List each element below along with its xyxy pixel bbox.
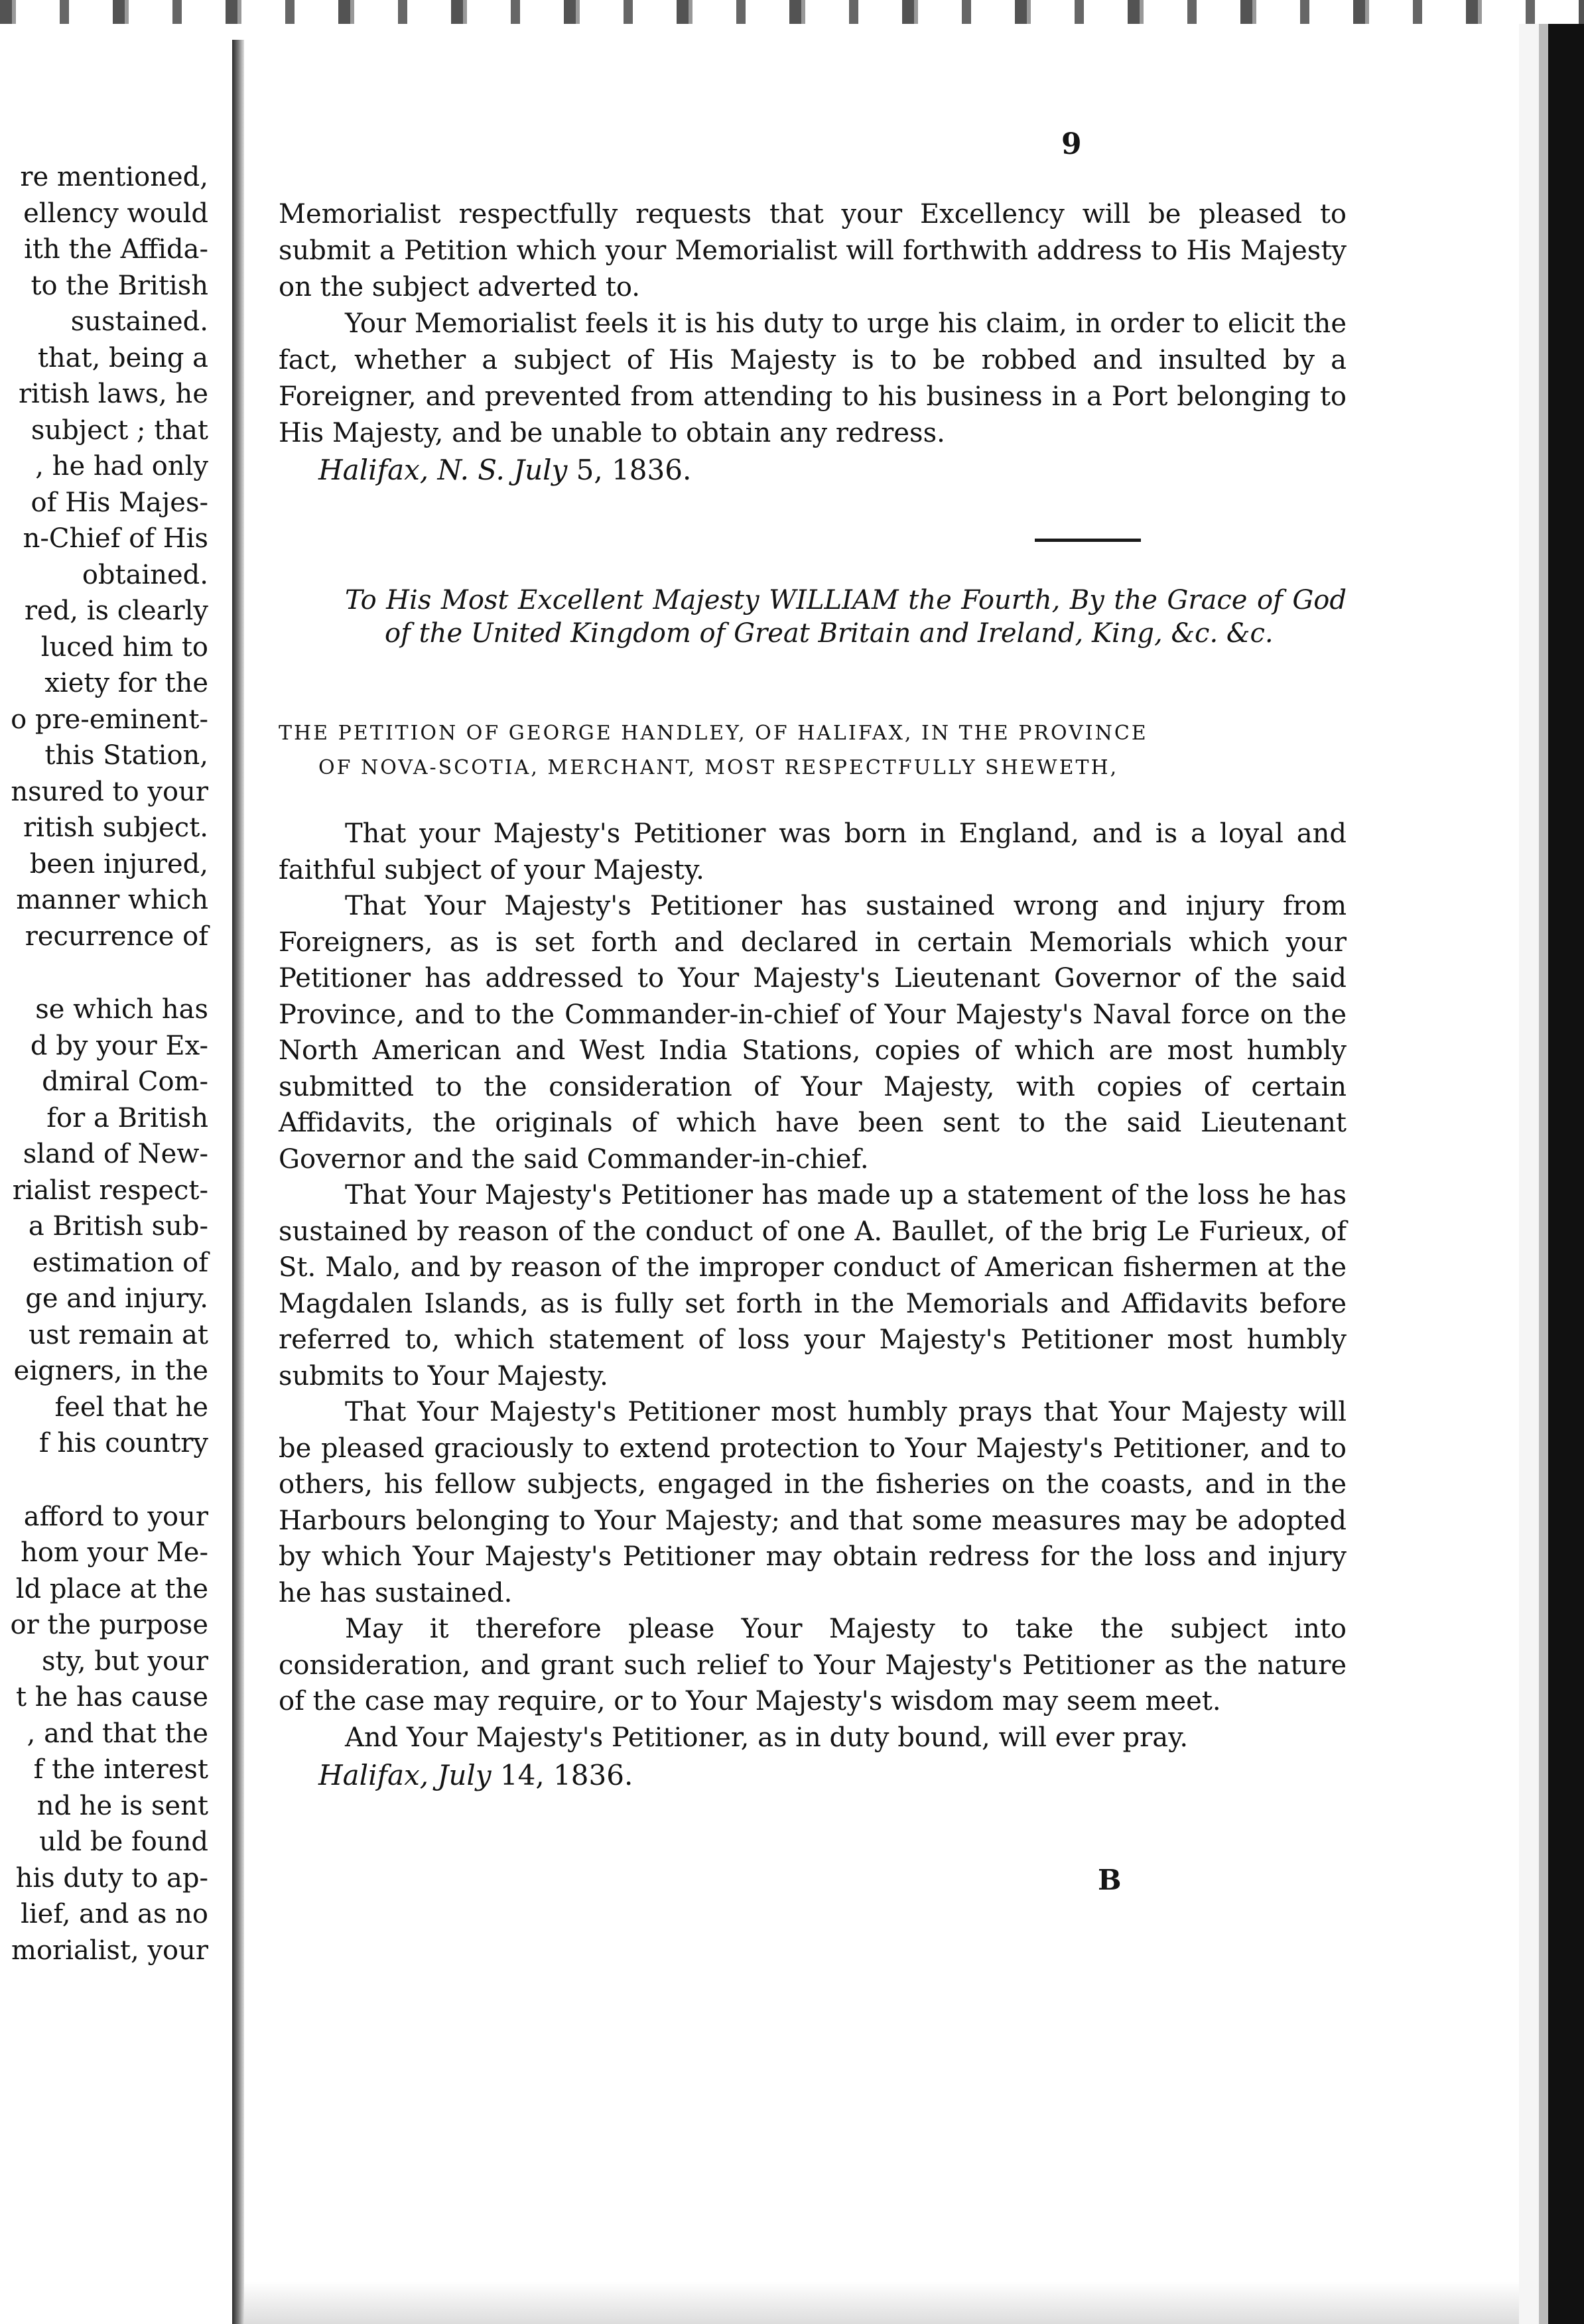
left-page-line: uld be found bbox=[39, 1827, 208, 1857]
left-page-line: sty, but your bbox=[41, 1646, 208, 1677]
left-page-group-3 bbox=[0, 1499, 219, 1969]
memorial-paragraph-2: Your Memorialist feels it is his duty to urge his claim, in order to elicit the fact, whether a subject of His Majesty is to be robbed and insulted by a Foreigner, and prevented from attending to his business in a Port belonging to His Majesty, and be unable to obtain any redress. bbox=[279, 308, 1347, 448]
petition-heading-line-2: OF NOVA-SCOTIA, MERCHANT, MOST RESPECTFULLY SHEWETH, bbox=[318, 756, 1119, 779]
left-page-line: dmiral Com- bbox=[42, 1066, 208, 1097]
book-gutter bbox=[232, 40, 244, 2324]
left-page-line: f his country bbox=[38, 1428, 208, 1458]
left-page-line: ritish laws, he bbox=[18, 379, 208, 409]
left-page-line: for a British bbox=[46, 1102, 208, 1133]
memorial-date-number: 5, 1836. bbox=[576, 454, 692, 486]
left-page-line: morialist, your bbox=[11, 1935, 208, 1966]
left-page-line: ld place at the bbox=[15, 1573, 208, 1604]
left-page-line: his duty to ap- bbox=[15, 1862, 208, 1894]
left-page-line: xiety for the bbox=[44, 668, 208, 698]
left-page-line: to the British bbox=[31, 270, 208, 301]
left-page-line: nsured to your bbox=[11, 776, 208, 807]
left-page-line: feel that he bbox=[54, 1391, 208, 1423]
left-page-group-2 bbox=[0, 992, 219, 1462]
petition-date-number: 14, 1836. bbox=[499, 1759, 633, 1791]
left-page-line: afford to your bbox=[23, 1501, 208, 1532]
petition-heading-line-1: THE PETITION OF GEORGE HANDLEY, OF HALIFAX, IN THE PROVINCE bbox=[279, 722, 1148, 745]
left-page-line: ge and injury. bbox=[25, 1283, 208, 1314]
left-page-line: subject ; that bbox=[31, 415, 208, 446]
left-page-line: f the interest bbox=[33, 1754, 208, 1785]
petition-paragraph-1: That your Majesty's Petitioner was born in England, and is a loyal and faithful subject of your Majesty. bbox=[279, 818, 1347, 885]
left-page-line: rialist respect- bbox=[12, 1175, 208, 1206]
left-page-line: , and that the bbox=[27, 1718, 208, 1749]
left-page-line: been injured, bbox=[29, 848, 208, 879]
petition-paragraph-5: May it therefore please Your Majesty to take the subject into consideration, and grant such relief to Your Majesty's Petitioner as the nature of the case may require, or to Your Majesty's wisdom may seem meet. bbox=[279, 1614, 1347, 1716]
left-page-line: ritish subject. bbox=[23, 812, 208, 843]
left-page-line: estimation of bbox=[32, 1247, 208, 1278]
left-page-line: or the purpose bbox=[10, 1610, 208, 1640]
left-page-line: recurrence of bbox=[25, 921, 208, 952]
petition-heading bbox=[279, 716, 1347, 785]
left-page-line: d by your Ex- bbox=[30, 1030, 208, 1061]
signature-mark: B bbox=[1098, 1864, 1122, 1896]
left-page-line: of His Majes- bbox=[31, 487, 208, 518]
petition-body bbox=[279, 816, 1347, 1793]
page-number: 9 bbox=[1061, 127, 1082, 161]
left-page-line: hom your Me- bbox=[21, 1537, 208, 1568]
left-page-line: lief, and as no bbox=[21, 1899, 208, 1929]
petition-paragraph-3: That Your Majesty's Petitioner has made up a statement of the loss he has sustained by reason of the conduct of one A. Baullet, of the brig Le Furieux, of St. Malo, and by reason of the improper conduct of American fishermen at the Magdalen Islands, as is fully set forth in the Memorials and Affidavits before referred to, which statement of loss your Majesty's Petitioner most humbly submits to Your Majesty. bbox=[279, 1180, 1347, 1391]
left-page-line: se which has bbox=[35, 994, 208, 1025]
section-divider bbox=[1035, 539, 1141, 542]
scan-right-edge bbox=[1519, 24, 1584, 2324]
left-page-line: this Station, bbox=[44, 740, 208, 771]
left-page-line: red, is clearly bbox=[24, 596, 208, 626]
left-page-group-1 bbox=[0, 159, 219, 954]
left-page-line: ith the Affida- bbox=[24, 234, 208, 265]
left-page-line: , he had only bbox=[35, 451, 208, 482]
petition-paragraph-6: And Your Majesty's Petitioner, as in duty bound, will ever pray. bbox=[345, 1722, 1189, 1753]
left-page-line: a British sub- bbox=[28, 1211, 208, 1242]
left-page-line: that, being a bbox=[37, 342, 208, 373]
scan-top-edge bbox=[0, 0, 1584, 24]
left-page-fragment bbox=[0, 159, 219, 1969]
memorial-dateline bbox=[279, 452, 1347, 488]
left-page-line: ellency would bbox=[23, 198, 208, 229]
left-page-line: sland of New- bbox=[23, 1139, 208, 1169]
left-page-line: manner which bbox=[16, 885, 208, 915]
memorial-conclusion bbox=[279, 196, 1347, 488]
left-page-line: nd he is sent bbox=[36, 1790, 208, 1821]
petition-paragraph-2: That Your Majesty's Petitioner has sustained wrong and injury from Foreigners, as is set forth and declared in certain Memorials which your Petitioner has addressed to Your Majesty's Lieutenant Governor of the said Province, and to the Commander-in-chief of Your Majesty's Naval force on the North American and West India Stations, copies of which are most humbly submitted to the consideration of Your Majesty, with copies of certain Affidavits, the originals of which have been sent to the said Lieutenant Governor and the said Commander-in-chief. bbox=[279, 891, 1347, 1175]
left-page-line: o pre-eminent- bbox=[11, 704, 208, 735]
left-page-line: luced him to bbox=[40, 631, 208, 663]
left-page-line: sustained. bbox=[70, 306, 208, 337]
petition-date-place: Halifax, July bbox=[318, 1759, 492, 1791]
left-page-line: eigners, in the bbox=[13, 1356, 208, 1386]
left-page-line: n-Chief of His bbox=[23, 523, 208, 554]
page-bottom-shadow bbox=[244, 2282, 1519, 2324]
left-page-line: re mentioned, bbox=[20, 162, 208, 192]
petition-dateline bbox=[279, 1757, 1347, 1793]
memorial-paragraph-1: Memorialist respectfully requests that your Excellency will be pleased to submit a Petition which your Memorialist will forthwith address to His Majesty on the subject adverted to. bbox=[279, 199, 1347, 302]
petition-paragraph-4: That Your Majesty's Petitioner most humbly prays that Your Majesty will be pleased graciously to extend protection to Your Majesty's Petitioner, and to others, his fellow subjects, engaged in the fisheries on the coasts, and in the Harbours belonging to Your Majesty; and that some measures may be adopted by which Your Majesty's Petitioner may obtain redress for the loss and injury he has sustained. bbox=[279, 1397, 1347, 1608]
petition-address: To His Most Excellent Majesty WILLIAM the Fourth, By the Grace of God of the United Kingdom of Great Britain and Ireland, King, &c. &c. bbox=[345, 585, 1347, 649]
left-page-line: obtained. bbox=[82, 559, 208, 590]
memorial-date-place: Halifax, N. S. July bbox=[318, 454, 568, 486]
left-page-line: t he has cause bbox=[16, 1682, 208, 1712]
left-page-line: ust remain at bbox=[29, 1319, 208, 1350]
